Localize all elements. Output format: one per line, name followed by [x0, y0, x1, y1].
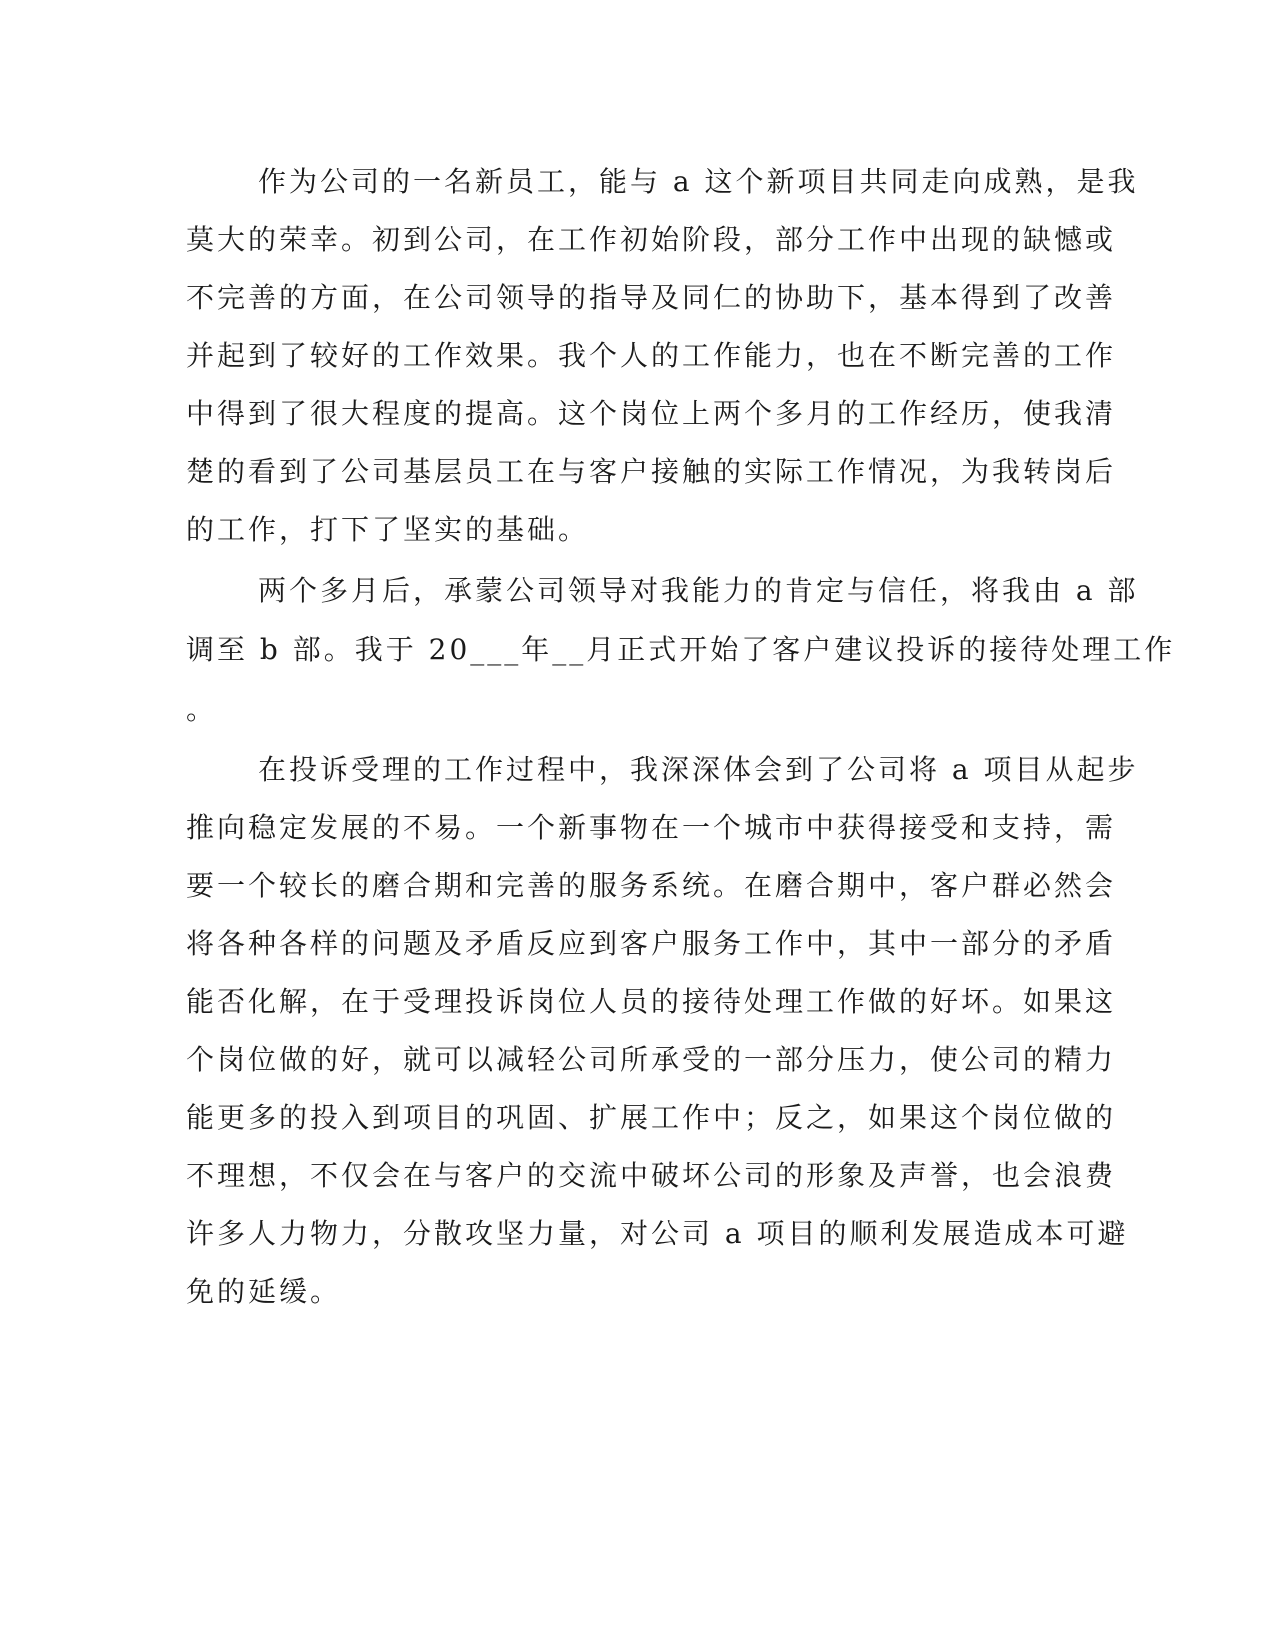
paragraph-1-line-4: 并起到了较好的工作效果。我个人的工作能力，也在不断完善的工作: [186, 339, 1117, 372]
paragraph-3-line-3: 要一个较长的磨合期和完善的服务系统。在磨合期中，客户群必然会: [186, 869, 1117, 902]
paragraph-3-line-7: 能更多的投入到项目的巩固、扩展工作中；反之，如果这个岗位做的: [186, 1101, 1117, 1134]
paragraph-2-line-3: 。: [186, 693, 218, 726]
paragraph-3-line-8: 不理想，不仅会在与客户的交流中破坏公司的形象及声誉，也会浪费: [186, 1159, 1117, 1192]
paragraph-2-line-2: 调至 b 部。我于 20___年__月正式开始了客户建议投诉的接待处理工作: [186, 633, 1176, 666]
paragraph-3-line-2: 推向稳定发展的不易。一个新事物在一个城市中获得接受和支持，需: [186, 811, 1117, 844]
paragraph-1-line-5: 中得到了很大程度的提高。这个岗位上两个多月的工作经历，使我清: [186, 397, 1117, 430]
paragraph-3-line-6: 个岗位做的好，就可以减轻公司所承受的一部分压力，使公司的精力: [186, 1043, 1117, 1076]
paragraph-1-line-3: 不完善的方面，在公司领导的指导及同仁的协助下，基本得到了改善: [186, 281, 1117, 314]
paragraph-3-line-4: 将各种各样的问题及矛盾反应到客户服务工作中，其中一部分的矛盾: [186, 927, 1117, 960]
paragraph-1-line-6: 楚的看到了公司基层员工在与客户接触的实际工作情况，为我转岗后: [186, 455, 1117, 488]
paragraph-3-line-10: 免的延缓。: [186, 1275, 342, 1308]
paragraph-1-line-2: 莫大的荣幸。初到公司，在工作初始阶段，部分工作中出现的缺憾或: [186, 223, 1117, 256]
paragraph-1-line-1: 作为公司的一名新员工，能与 a 这个新项目共同走向成熟，是我: [258, 165, 1139, 198]
paragraph-2-line-1: 两个多月后，承蒙公司领导对我能力的肯定与信任，将我由 a 部: [258, 574, 1139, 607]
paragraph-3-line-9: 许多人力物力，分散攻坚力量，对公司 a 项目的顺利发展造成本可避: [186, 1217, 1129, 1250]
paragraph-3-line-1: 在投诉受理的工作过程中，我深深体会到了公司将 a 项目从起步: [258, 753, 1139, 786]
paragraph-1-line-7: 的工作，打下了坚实的基础。: [186, 513, 590, 546]
paragraph-3-line-5: 能否化解，在于受理投诉岗位人员的接待处理工作做的好坏。如果这: [186, 985, 1117, 1018]
